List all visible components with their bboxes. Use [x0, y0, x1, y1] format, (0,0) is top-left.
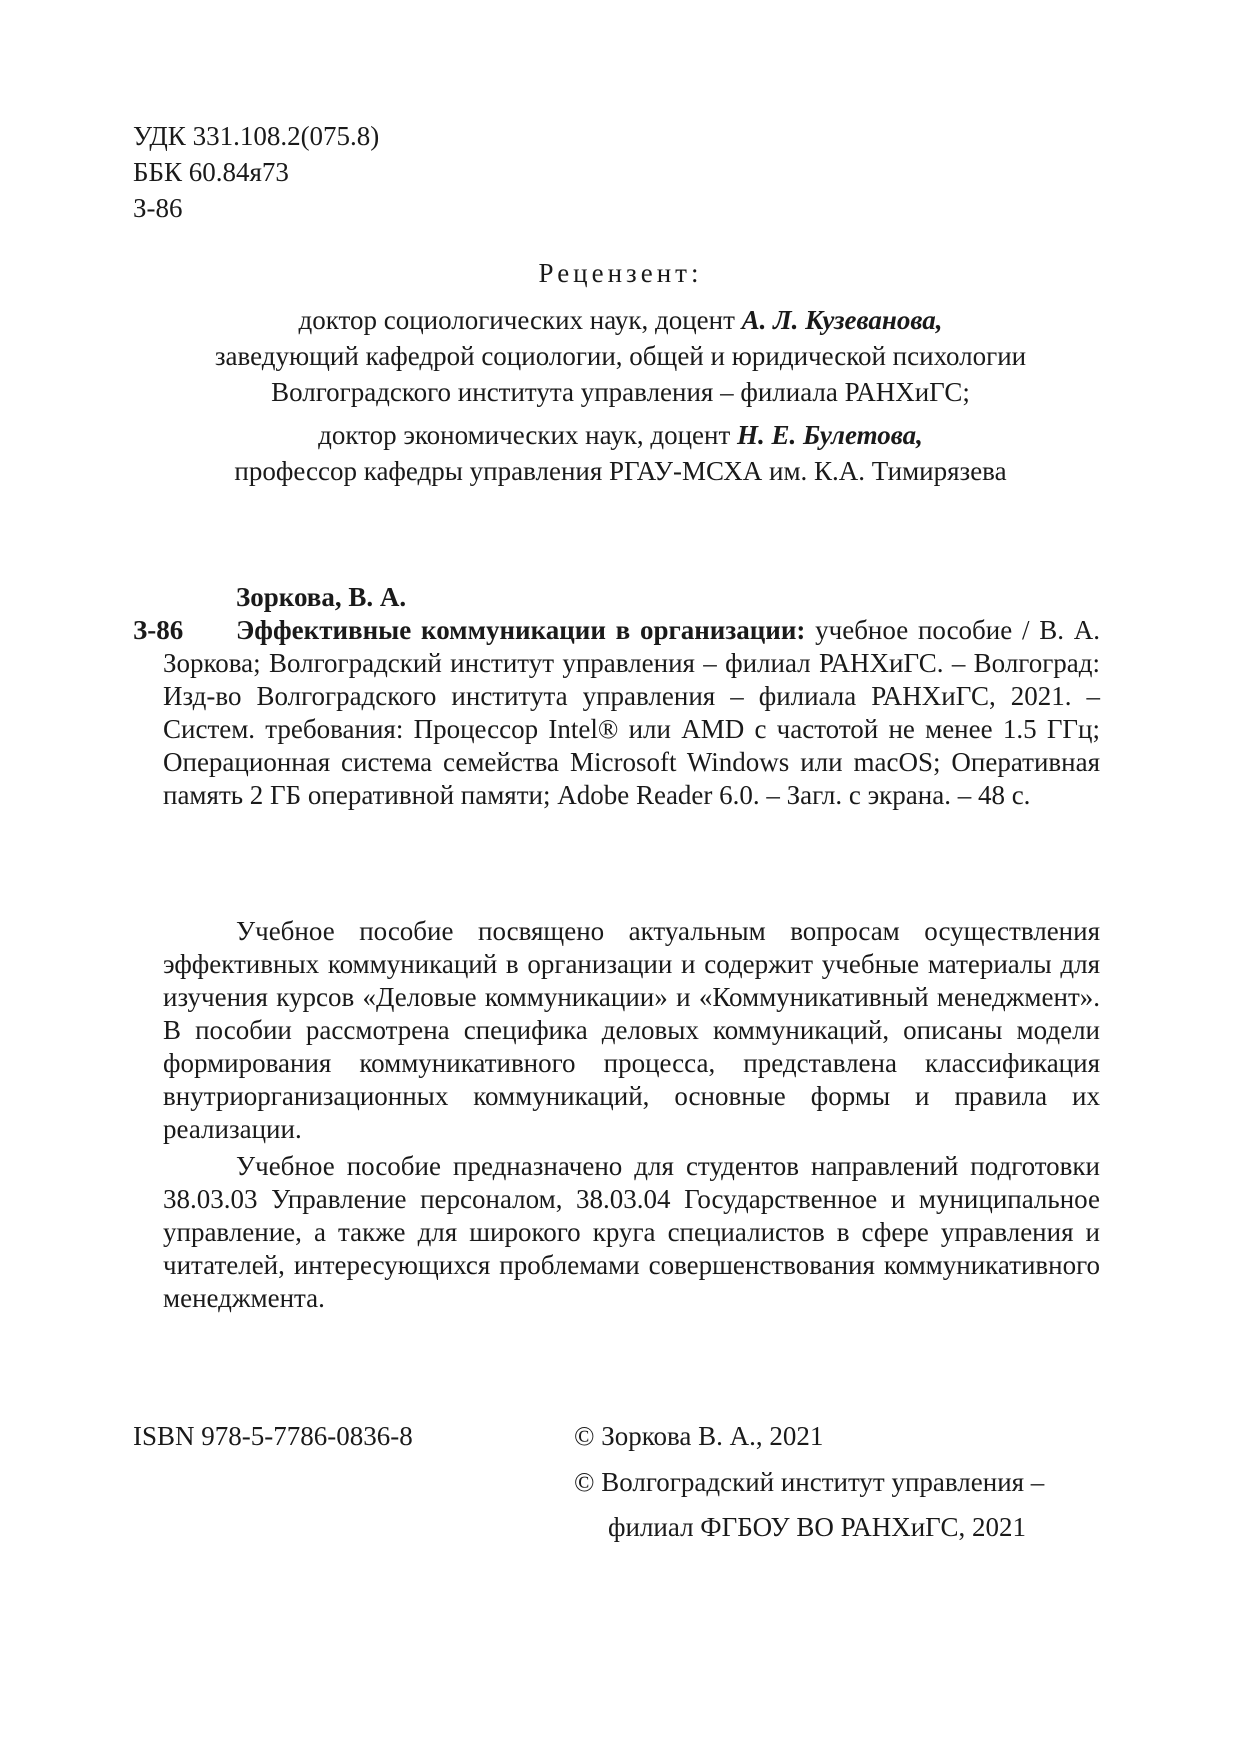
- catalog-code: З-86: [133, 615, 184, 645]
- reviewer-2-position: профессор кафедры управления РГАУ-МСХА им. К.А. Тимирязева: [234, 456, 1007, 486]
- reviewer-1: [100, 302, 1141, 410]
- reviewer-2-degree: [100, 417, 1141, 453]
- copyright-institute-line-2: филиал ФГБОУ ВО РАНХиГС, 2021: [608, 1512, 1026, 1542]
- reviewer-1-degree: [100, 302, 1141, 338]
- abstract-paragraph-1: Учебное пособие посвящено актуальным вопросам осуществления эффективных коммуникаций в организации и содержит учебные материалы для изучения курсов «Деловые коммуникации» и «Коммуникативный менеджмент». В пособии рассмотрена специфика деловых коммуникаций, описаны модели формирования коммуникативного процесса, представлена классификация внутриорганизационных коммуникаций, основные формы и правила их реализации.: [163, 916, 1100, 1144]
- reviewer-2-degree-text: доктор экономических наук, доцент: [318, 420, 738, 450]
- isbn: ISBN 978-5-7786-0836-8: [133, 1421, 413, 1451]
- copyright-author: © Зоркова В. А., 2021: [574, 1421, 824, 1451]
- bbk-code: ББК 60.84я73: [133, 157, 289, 187]
- catalog-description: [163, 614, 1100, 812]
- udk-code: УДК 331.108.2(075.8): [133, 121, 380, 151]
- catalog-title: Эффективные коммуникации в организации:: [236, 615, 806, 645]
- reviewers-heading: Рецензент:: [538, 258, 703, 288]
- classification-codes: [133, 118, 379, 226]
- copyright-institute-line-1: © Волгоградский институт управления –: [574, 1467, 1045, 1497]
- reviewer-1-name: А. Л. Кузеванова,: [741, 305, 943, 335]
- reviewer-2: [100, 417, 1141, 489]
- catalog-author: Зоркова, В. А.: [236, 582, 407, 612]
- author-mark: З-86: [133, 193, 183, 223]
- reviewer-2-name: Н. Е. Булетова,: [737, 420, 923, 450]
- reviewer-1-position: заведующий кафедрой социологии, общей и юридической психологии: [214, 341, 1027, 371]
- catalog-details: учебное пособие / В. А. Зоркова; Волгоградский институт управления – филиал РАНХиГС. – Волгоград: Изд-во Волгоградского института управления – филиала РАНХиГС, 2021. – Систем. требования: Процессор Intel® или AMD с частотой не менее 1.5 ГГц; Операционная система семейства Microsoft Windows или macOS; Оперативная память 2 ГБ оперативной памяти; Adobe Reader 6.0. – Загл. с экрана. – 48 с.: [163, 615, 1100, 810]
- reviewer-1-affiliation: Волгоградского института управления – филиала РАНХиГС;: [271, 377, 970, 407]
- abstract-paragraph-2: Учебное пособие предназначено для студентов направлений подготовки 38.03.03 Управление персоналом, 38.03.04 Государственное и муниципальное управление, а также для широкого круга специалистов в сфере управления и читателей, интересующихся проблемами совершенствования коммуникативного менеджмента.: [163, 1151, 1100, 1313]
- reviewer-1-degree-text: доктор социологических наук, доцент: [298, 305, 742, 335]
